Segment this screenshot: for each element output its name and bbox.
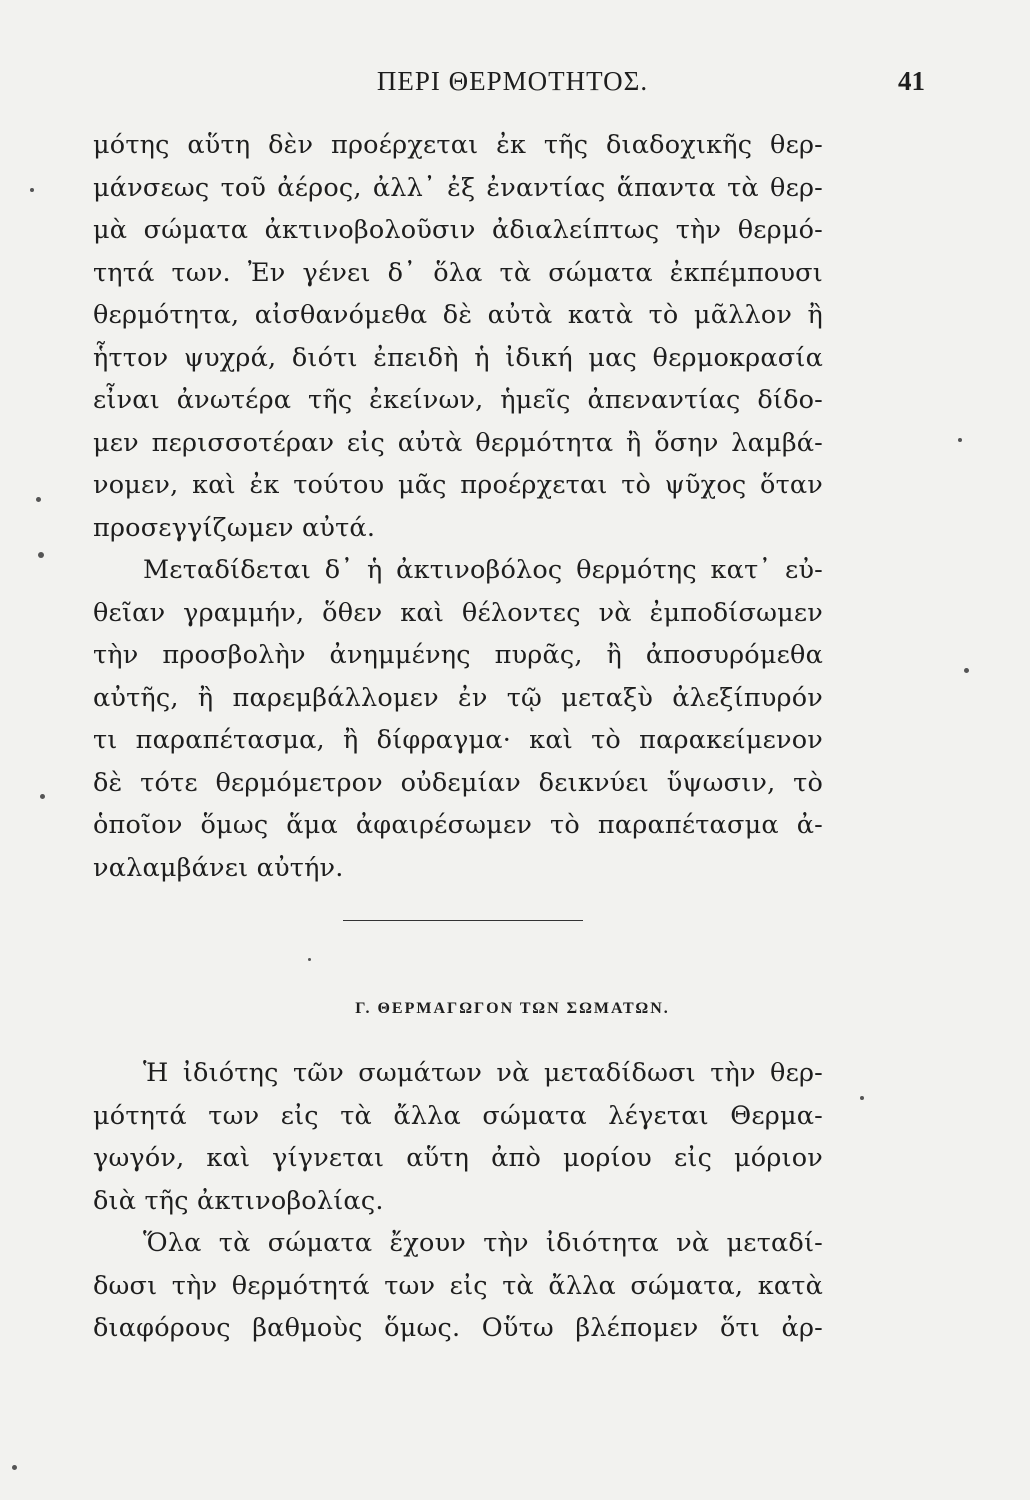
text-line: ὁποῖον ὅμως ἅμα ἀφαιρέσωμεν τὸ παραπέτασμα ἀ- (93, 810, 823, 840)
running-head (90, 66, 935, 106)
scan-speck (12, 1465, 17, 1470)
text-line: μὰ σώματα ἀκτινοβολοῦσιν ἀδιαλείπτως τὴν θερμό- (93, 215, 823, 245)
text-line: ἧττον ψυχρά, διότι ἐπειδὴ ἡ ἰδική μας θερμοκρασία (93, 342, 823, 373)
body-text-section-1 (93, 124, 823, 889)
text-line: δωσι τὴν θερμότητά των εἰς τὰ ἄλλα σώματα, κατὰ (93, 1270, 823, 1301)
text-line: αὐτῆς, ἢ παρεμβάλλομεν ἐν τῷ μεταξὺ ἀλεξίπυρόν (93, 682, 823, 713)
text-line: μεν περισσοτέραν εἰς αὐτὰ θερμότητα ἢ ὅσην λαμβά- (93, 427, 823, 458)
scan-speck (964, 668, 969, 673)
section-divider (343, 920, 583, 921)
text-line: εἶναι ἀνωτέρα τῆς ἐκείνων, ἡμεῖς ἀπεναντίας δίδο- (93, 385, 823, 415)
text-line: γωγόν, καὶ γίγνεται αὕτη ἀπὸ μορίου εἰς μόριον (93, 1143, 823, 1173)
text-line: Ὅλα τὰ σώματα ἔχουν τὴν ἰδιότητα νὰ μεταδί- (143, 1228, 823, 1258)
text-line: νομεν, καὶ ἐκ τούτου μᾶς προέρχεται τὸ ψῦχος ὅταν (93, 470, 823, 500)
scan-speck (40, 794, 45, 799)
text-line: ναλαμβάνει αὐτήν. (93, 852, 344, 883)
scan-speck (38, 552, 44, 558)
text-line: τητά των. Ἐν γένει δ᾽ ὅλα τὰ σώματα ἐκπέμπουσι (93, 257, 823, 288)
text-line: θερμότητα, αἰσθανόμεθα δὲ αὐτὰ κατὰ τὸ μᾶλλον ἢ (93, 300, 823, 330)
text-line: Ἡ ἰδιότης τῶν σωμάτων νὰ μεταδίδωσι τὴν θερ- (143, 1058, 823, 1088)
text-line: μότητά των εἰς τὰ ἄλλα σώματα λέγεται Θερμα- (93, 1100, 823, 1131)
scan-speck (958, 438, 962, 442)
scan-speck (308, 958, 311, 961)
text-line: τὴν προσβολὴν ἀνημμένης πυρᾶς, ἢ ἀποσυρόμεθα (93, 640, 823, 670)
text-line: θεῖαν γραμμήν, ὅθεν καὶ θέλοντες νὰ ἐμποδίσωμεν (93, 597, 823, 628)
body-text-section-2 (93, 1052, 823, 1350)
text-line: μότης αὕτη δὲν πρoέρχεται ἐκ τῆς διαδοχικῆς θερ- (93, 130, 823, 160)
scan-speck (860, 1096, 864, 1100)
scan-speck (36, 497, 41, 502)
text-line: μάνσεως τοῦ ἀέρος, ἀλλ᾽ ἐξ ἐναντίας ἅπαντα τὰ θερ- (93, 172, 823, 203)
text-line: διαφόρους βαθμοὺς ὅμως. Οὕτω βλέπομεν ὅτι ἀρ- (93, 1313, 823, 1343)
text-line: Μεταδίδεται δ᾽ ἡ ἀκτινοβόλος θερμότης κατ᾽ εὐ- (143, 555, 823, 585)
text-line: προσεγγίζωμεν αὐτά. (93, 512, 376, 543)
section-heading: Γ. ΘΕΡΜΑΓΩΓΟΝ ΤΩΝ ΣΩΜΑΤΩΝ. (355, 1000, 670, 1017)
text-line: διὰ τῆς ἀκτινοβολίας. (93, 1185, 384, 1216)
scan-speck (30, 188, 34, 192)
running-title: ΠΕΡΙ ΘΕΡΜΟΤΗΤΟΣ. (376, 66, 649, 96)
page-number: 41 (898, 66, 925, 96)
text-line: δὲ τότε θερμόμετρον οὐδεμίαν δεικνύει ὕψωσιν, τὸ (93, 767, 823, 798)
text-line: τι παραπέτασμα, ἢ δίφραγμα· καὶ τὸ παρακείμενον (93, 725, 823, 755)
